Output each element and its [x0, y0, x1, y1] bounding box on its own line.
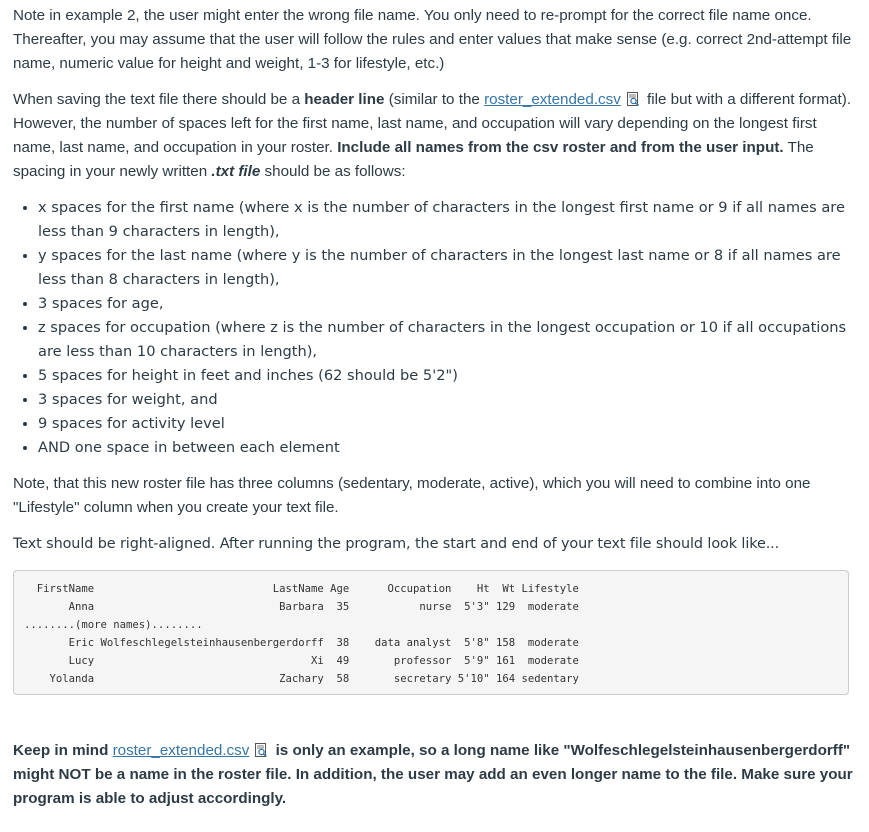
note-example-2: Note in example 2, the user might enter the wrong file name. You only need to re-prompt for the correct file name once. Thereafter, you may assume that the user will follow the rules and enter values that make sense (e.g. correct 2nd-attempt file name, numeric value for height and weight, 1-3 for lifestyle, etc.): [13, 7, 852, 72]
keep-text-2: is only an example, so a long name like "Wolfeschlegelsteinhausenbergerdorff" might NOT be a name in the roster file. In addition, the user may add an even longer name to the file. Make sure your program is able to adjust accordingly.: [13, 742, 853, 807]
list-item: • 3 spaces for age,: [38, 292, 858, 316]
saving-text-5: should be as follows:: [260, 163, 406, 180]
saving-text-1: When saving the text file there should be a: [13, 91, 305, 108]
saving-paragraph: [13, 88, 858, 184]
saving-text-3: file but with a different format). However, the number of spaces left for the first name, last name, and occupation will vary depending on the longest first name, last name, and occupation in your roster.: [13, 91, 852, 156]
saving-text-2: (similar to the: [384, 91, 485, 108]
file-preview-icon[interactable]: [626, 90, 640, 104]
txt-file-emphasis: .txt file: [211, 163, 261, 180]
assignment-content: [13, 4, 858, 811]
spacing-rules-list: [13, 196, 858, 460]
list-item: • 3 spaces for weight, and: [38, 388, 858, 412]
keep-in-mind-paragraph: [13, 739, 858, 811]
list-item: • AND one space in between each element: [38, 436, 858, 460]
list-item: • z spaces for occupation (where z is the number of characters in the longest occupation or 10 if all occupations are less than 10 characters in length),: [38, 316, 858, 364]
list-item: • 9 spaces for activity level: [38, 412, 858, 436]
saving-text-4: The spacing in your newly written: [13, 139, 814, 180]
right-aligned-note: Text should be right-aligned. After running the program, the start and end of your text file should look like...: [13, 536, 780, 552]
code-sample-box: [13, 570, 849, 695]
keep-text-1: Keep in mind: [13, 742, 113, 759]
list-item: • y spaces for the last name (where y is the number of characters in the longest last name or 8 if all names are less than 8 characters in length),: [38, 244, 858, 292]
include-names-emphasis: Include all names from the csv roster and from the user input.: [337, 139, 784, 156]
list-item: • x spaces for the first name (where x is the number of characters in the longest first name or 9 if all names are less than 9 characters in length),: [38, 196, 858, 244]
note-columns: Note, that this new roster file has three columns (sedentary, moderate, active), which you will need to combine into one "Lifestyle" column when you create your text file.: [13, 475, 811, 516]
header-line-emphasis: header line: [304, 91, 385, 108]
roster-extended-link-2[interactable]: roster_extended.csv: [112, 742, 250, 759]
code-sample: FirstName LastName Age Occupation Ht Wt Lifestyle Anna Barbara 35 nurse 5'3" 129 moderate ........(more names)........ Eric Wolfeschlegelsteinhausenbergerdorff 38 data analyst 5'8" 158 moderate Lucy Xi 49 professor 5'9" 161 moderate Yolanda Zachary 58 secretary 5'10" 164 sedentary: [24, 583, 579, 685]
roster-extended-link[interactable]: roster_extended.csv: [484, 91, 621, 108]
list-item: • 5 spaces for height in feet and inches (62 should be 5'2"): [38, 364, 858, 388]
file-preview-icon[interactable]: [254, 741, 268, 755]
